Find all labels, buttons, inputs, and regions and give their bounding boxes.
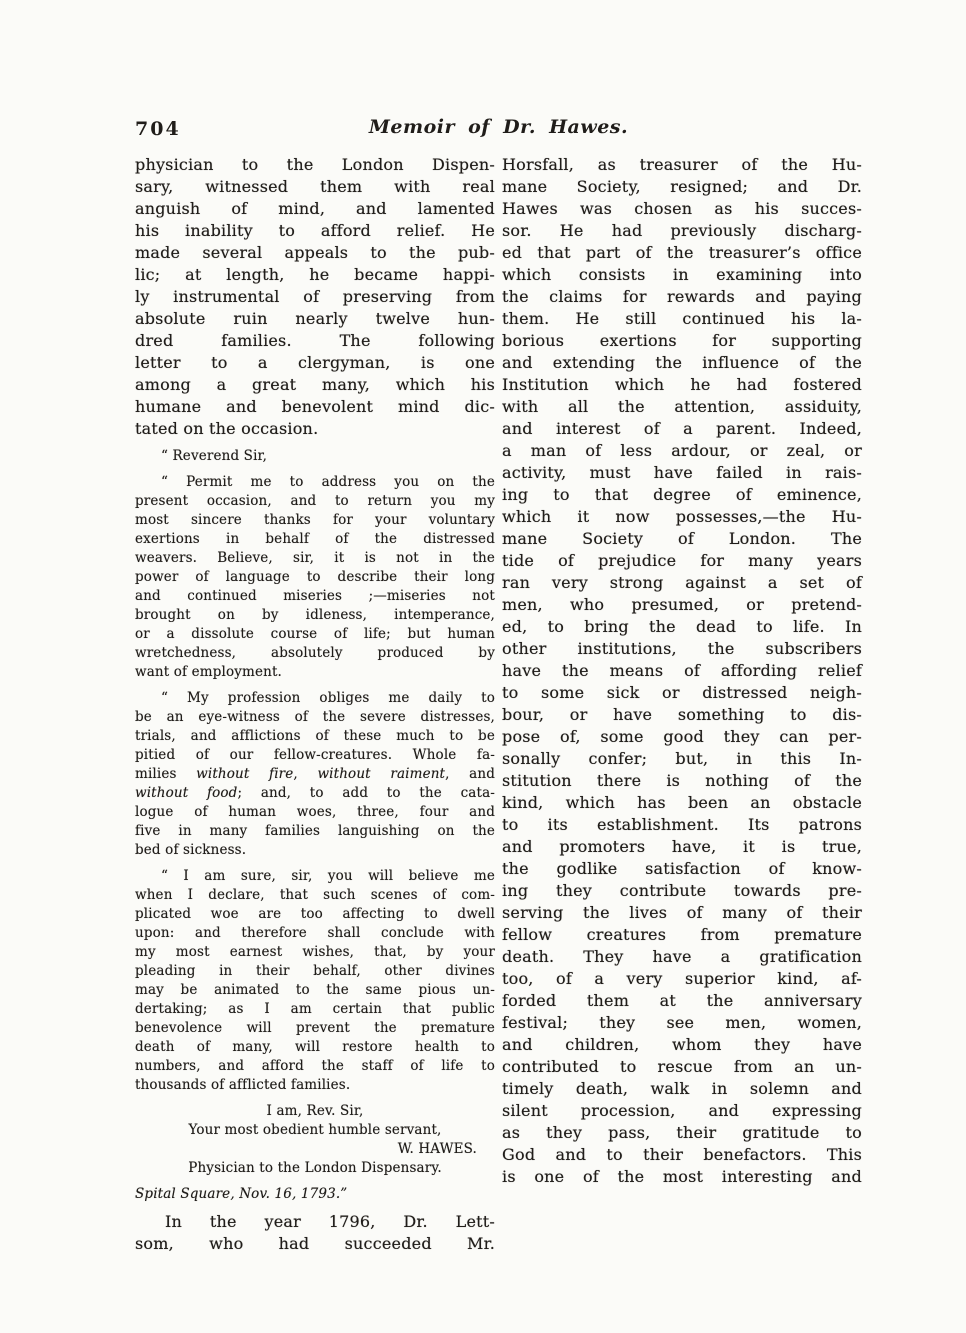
text-line: without food; and, to add to the cata- [135,785,495,801]
text-line: is one of the most interesting and [502,1167,862,1186]
text-line: upon: and therefore shall conclude with [135,925,495,941]
text-line: which consists in examining into [502,265,862,284]
text-line: or a dissolute course of life; but human [135,626,495,642]
text-line: ly instrumental of preserving from [135,287,495,306]
text-line: “ My profession obliges me daily to [161,690,495,706]
text-line: Spital Square, Nov. 16, 1793.” [135,1186,348,1202]
paragraph [135,1211,495,1255]
text-line: fellow creatures from premature [502,925,862,944]
text-line: want of employment. [135,664,282,680]
text-line: power of language to describe their long [135,569,495,585]
text-line: to some sick or distressed neigh- [502,683,862,702]
text-line: be an eye-witness of the severe distresses, [135,709,495,725]
text-line: pitied of our fellow-creatures. Whole fa- [135,747,495,763]
text-line: absolute ruin nearly twelve hun- [135,309,495,328]
text-line: Your most obedient humble servant, [188,1122,442,1138]
paragraph [502,154,862,1188]
running-head [135,116,862,146]
text-line: present occasion, and to return you my [135,493,495,509]
text-line: ing they contribute towards pre- [502,881,862,900]
text-line: serving the lives of many of their [502,903,862,922]
text-line: ing to that degree of eminence, [502,485,862,504]
text-line: In the year 1796, Dr. Lett- [165,1212,495,1231]
text-line: tated on the occasion. [135,419,319,438]
text-line: my most earnest wishes, that, by your [135,944,495,960]
text-line: which it now possesses,—the Hu- [502,507,862,526]
text-line: and promoters have, it is true, [502,837,862,856]
text-line: “ Permit me to address you on the [161,474,495,490]
text-line: when I declare, that such scenes of com- [135,887,495,903]
text-line: logue of human woes, three, four and [135,804,495,820]
text-line: “ Reverend Sir, [161,448,268,464]
text-line: dred families. The following [135,331,495,350]
text-line: and continued miseries ;—miseries not [135,588,495,604]
text-line: Physician to the London Dispensary. [188,1160,442,1176]
text-line: Institution which he had fostered [502,375,862,394]
text-line: God and to their benefactors. This [502,1145,862,1164]
text-line: numbers, and afford the staff of life to [135,1058,495,1074]
text-line: may be animated to the same pious un- [135,982,495,998]
text-line: dertaking; as I am certain that public [135,1001,495,1017]
text-line: som, who had succeeded Mr. [135,1234,495,1253]
text-line: as they pass, their gratitude to [502,1123,862,1142]
right-column [502,154,862,1262]
text-line: his inability to afford relief. He [135,221,495,240]
text-line: five in many families languishing on the [135,823,495,839]
text-line: Hawes was chosen as his succes- [502,199,862,218]
text-line: wretchedness, absolutely produced by [135,645,495,661]
text-line: tide of prejudice for many years [502,551,862,570]
page-number: 704 [135,118,181,140]
text-line: men, who presumed, or pretend- [502,595,862,614]
text-line: and extending the influence of the [502,353,862,372]
text-line: and children, whom they have [502,1035,862,1054]
text-line: benevolence will prevent the premature [135,1020,495,1036]
text-line: and interest of a parent. Indeed, [502,419,862,438]
text-line: mane Society of London. The [502,529,862,548]
paragraph [135,154,495,440]
text-line: stitution there is nothing of the [502,771,862,790]
text-line: milies without fire, without raiment, and [135,766,496,782]
text-columns [135,154,862,1262]
text-line: sonally confer; but, in this In- [502,749,862,768]
page-title: Memoir of Dr. Hawes. [368,116,629,138]
text-line: bour, or have something to dis- [502,705,862,724]
text-line: forded them at the anniversary [502,991,862,1010]
text-line: plicated woe are too affecting to dwell [135,906,495,922]
text-line: brought on by idleness, intemperance, [135,607,495,623]
text-line: W. HAWES. [397,1141,477,1157]
text-line: other institutions, the subscribers [502,639,862,658]
text-line: “ I am sure, sir, you will believe me [161,868,495,884]
text-line: physician to the London Dispen- [135,155,495,174]
text-line: thousands of afflicted families. [135,1077,351,1093]
text-line: pose of, some good they can per- [502,727,862,746]
text-line: to its establishment. Its patrons [502,815,862,834]
text-line: the claims for rewards and paying [502,287,862,306]
text-line: timely death, walk in solemn and [502,1079,862,1098]
paragraph [135,867,495,1095]
text-line: letter to a clergyman, is one [135,353,495,372]
text-line: anguish of mind, and lamented [135,199,495,218]
text-line: festival; they see men, women, [502,1013,862,1032]
text-line: bed of sickness. [135,842,247,858]
text-line: with all the attention, assiduity, [502,397,862,416]
text-line: among a great many, which his [135,375,495,394]
text-line: kind, which has been an obstacle [502,793,862,812]
text-line: mane Society, resigned; and Dr. [502,177,862,196]
paragraph [135,689,495,860]
text-line: most sincere thanks for your voluntary [135,512,495,528]
text-line: them. He still continued his la- [502,309,862,328]
text-line: a man of less ardour, or zeal, or [502,441,862,460]
text-line: pleading in their behalf, other divines [135,963,495,979]
text-line: the godlike satisfaction of know- [502,859,862,878]
text-line: ed, to bring the dead to life. In [502,617,862,636]
text-line: too, of a very superior kind, af- [502,969,862,988]
text-line: weavers. Believe, sir, it is not in the [135,550,495,566]
paragraph [135,1102,495,1178]
text-line: ran very strong against a set of [502,573,862,592]
left-column [135,154,495,1262]
text-line: exertions in behalf of the distressed [135,531,495,547]
text-line: trials, and afflictions of these much to be [135,728,495,744]
text-line: sary, witnessed them with real [135,177,495,196]
text-line: sor. He had previously discharg- [502,221,862,240]
text-line: activity, must have failed in rais- [502,463,862,482]
text-line: death. They have a gratification [502,947,862,966]
text-line: ed that part of the treasurer’s office [502,243,862,262]
text-line: lic; at length, he became happi- [135,265,495,284]
page-content [135,116,862,1262]
text-line: death of many, will restore health to [135,1039,495,1055]
text-line: have the means of affording relief [502,661,862,680]
paragraph [135,1185,495,1204]
paragraph [135,447,495,466]
text-line: made several appeals to the pub- [135,243,495,262]
text-line: humane and benevolent mind dic- [135,397,495,416]
paragraph [135,473,495,682]
text-line: contributed to rescue from an un- [502,1057,862,1076]
text-line: I am, Rev. Sir, [266,1103,364,1119]
text-line: silent procession, and expressing [502,1101,862,1120]
text-line: borious exertions for supporting [502,331,862,350]
text-line: Horsfall, as treasurer of the Hu- [502,155,862,174]
